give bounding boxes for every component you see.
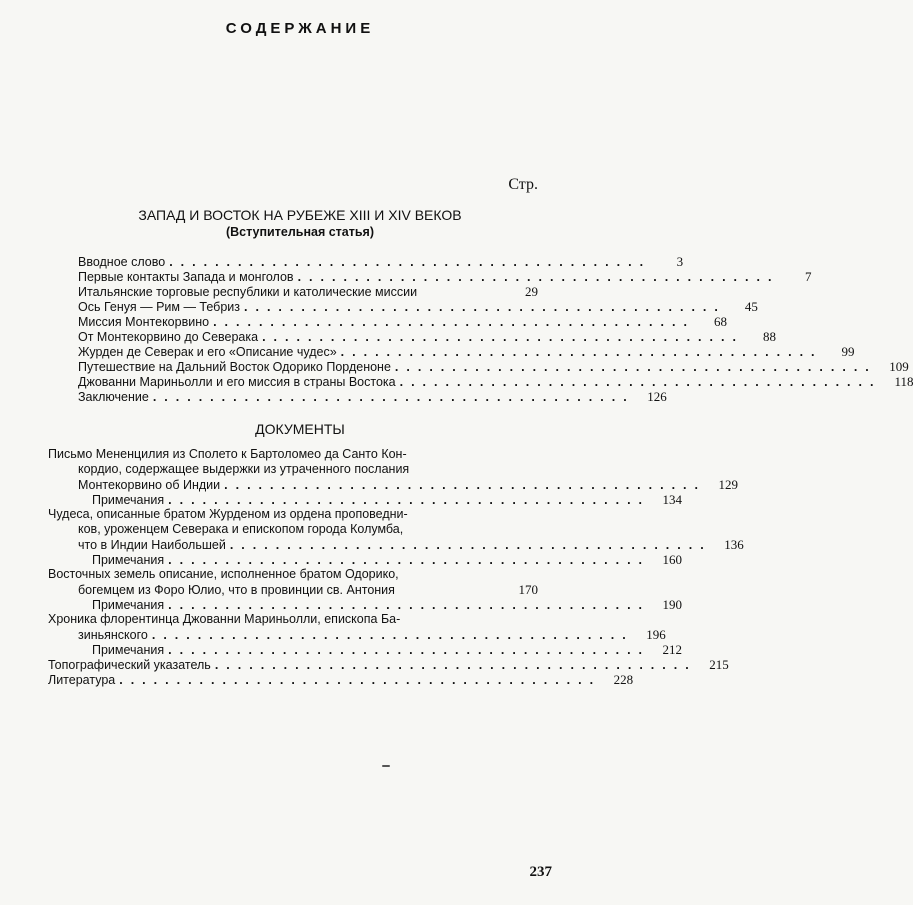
toc-entry-notes[interactable] [92,492,683,508]
leader-dots: .......................................... [168,493,651,507]
toc-entry[interactable] [78,269,812,285]
leader-dots: .......................................... [119,673,602,687]
toc-entry-text: Примечания [92,643,165,657]
doc-title-line: Чудеса, описанные братом Журденом из ордена проповедни- [48,507,408,521]
toc-entry-page: 99 [841,344,855,359]
doc-title-line: ков, уроженцем Северака и епископом города Колумба, [78,522,404,536]
toc-entry-page: 3 [676,254,684,269]
toc-entry-page: 68 [713,314,727,329]
toc-entry[interactable] [78,389,667,405]
toc-entry-page: 228 [613,672,634,687]
toc-entry-notes[interactable] [92,642,683,658]
toc-entry-page: 196 [646,627,666,642]
leader-dots: .......................................... [244,300,726,314]
toc-entry-text: Джованни Мариньолли и его миссия в страны Востока [78,375,396,389]
doc-title-line: Письмо Мененцилия из Сполето к Бартоломео да Санто Кон- [48,447,407,461]
toc-entry-text: От Монтекорвино до Северака [78,330,259,344]
leader-dots: .......................................... [340,345,823,359]
toc-entry-page: 160 [662,552,683,567]
leader-dots: .......................................... [399,375,882,389]
toc-entry[interactable] [78,537,744,553]
toc-entry-page: 170 [518,582,538,597]
page-number: 237 [529,864,552,880]
toc-entry-page: 215 [709,657,729,672]
toc-entry-text: Итальянские торговые республики и католические миссии [78,285,418,299]
toc-entry-page: 190 [662,597,683,612]
print-mark [382,765,390,767]
toc-entry[interactable] [78,477,739,493]
doc-title-line: Восточных земель описание, исполненное братом Одорико, [48,567,399,581]
leader-dots: .......................................... [168,553,651,567]
section-intro-title: ЗАПАД И ВОСТОК НА РУБЕЖЕ XIII И XIV ВЕКОВ [138,207,462,223]
toc-entry-text: Миссия Монтекорвино [78,315,210,329]
leader-dots: .......................................... [169,255,652,269]
page-column-label: Стр. [508,176,538,193]
toc-entry[interactable] [78,329,776,345]
toc-entry-page: 126 [647,389,667,404]
section-intro-subtitle: (Вступительная статья) [225,225,375,239]
toc-entry-notes[interactable] [92,552,683,568]
leader-dots: .......................................... [214,658,697,672]
leader-dots: .......................................... [224,478,707,492]
toc-entry-page: 134 [662,492,683,507]
toc-entry[interactable] [78,314,727,330]
toc-entry-text: Топографический указатель [48,658,211,672]
toc-entry-page: 29 [525,284,538,299]
leader-dots: .......................................... [151,628,634,642]
toc-entry-text: Путешествие на Дальний Восток Одорико Порденоне [78,360,391,374]
toc-entry-page: 129 [718,477,739,492]
toc-entry-page: 45 [744,299,758,314]
toc-entry[interactable] [78,299,758,315]
leader-dots: .......................................... [262,330,744,344]
toc-entry[interactable] [78,582,538,598]
leader-dots: .......................................... [394,360,877,374]
toc-entry-text: Вводное слово [78,255,166,269]
leader-dots: .......................................... [168,643,651,657]
doc-title-line: Хроника флорентинца Джованни Мариньолли, епископа Ба- [48,612,401,626]
toc-entry-page: 109 [889,359,909,374]
toc-entry-page: 88 [762,329,776,344]
toc-entry-text: Литература [48,673,116,687]
toc-entry[interactable] [78,344,855,360]
toc-entry-text: зиньянского [78,628,148,642]
toc-entry-text: Примечания [92,553,165,567]
leader-dots: .......................................... [297,270,780,284]
toc-entry[interactable] [78,284,538,300]
toc-entry-notes[interactable] [92,597,683,613]
toc-entry[interactable] [78,254,684,270]
toc-entry-text: Примечания [92,493,165,507]
toc-entry-literature[interactable] [48,672,634,688]
toc-entry-text: Монтекорвино об Индии [78,478,221,492]
section-documents-title: ДОКУМЕНТЫ [255,421,345,437]
toc-entry-text: что в Индии Наибольшей [78,538,226,552]
doc-title-line: кордио, содержащее выдержки из утраченного послания [78,462,410,476]
leader-dots: .......................................... [152,390,635,404]
toc-entry-text: Первые контакты Запада и монголов [78,270,294,284]
toc-entry[interactable] [78,359,909,375]
leader-dots: .......................................... [229,538,712,552]
toc-entry-page: 7 [804,269,812,284]
toc-entry-page: 136 [724,537,744,552]
toc-entry-text: богемцем из Форо Юлио, что в провинции св. Антония [78,583,395,597]
leader-dots: .......................................... [168,598,651,612]
toc-entry[interactable] [78,627,666,643]
toc-entry-text: Журден де Северак и его «Описание чудес» [78,345,337,359]
toc-entry-text: Примечания [92,598,165,612]
toc-entry-index[interactable] [48,657,729,673]
page-title: СОДЕРЖАНИЕ [225,20,375,37]
leader-dots: .......................................... [213,315,695,329]
toc-entry-page: 118 [894,374,913,389]
toc-entry[interactable] [78,374,913,390]
toc-entry-text: Ось Генуя — Рим — Тебриз [78,300,240,314]
toc-entry-text: Заключение [78,390,149,404]
toc-entry-page: 212 [662,642,683,657]
